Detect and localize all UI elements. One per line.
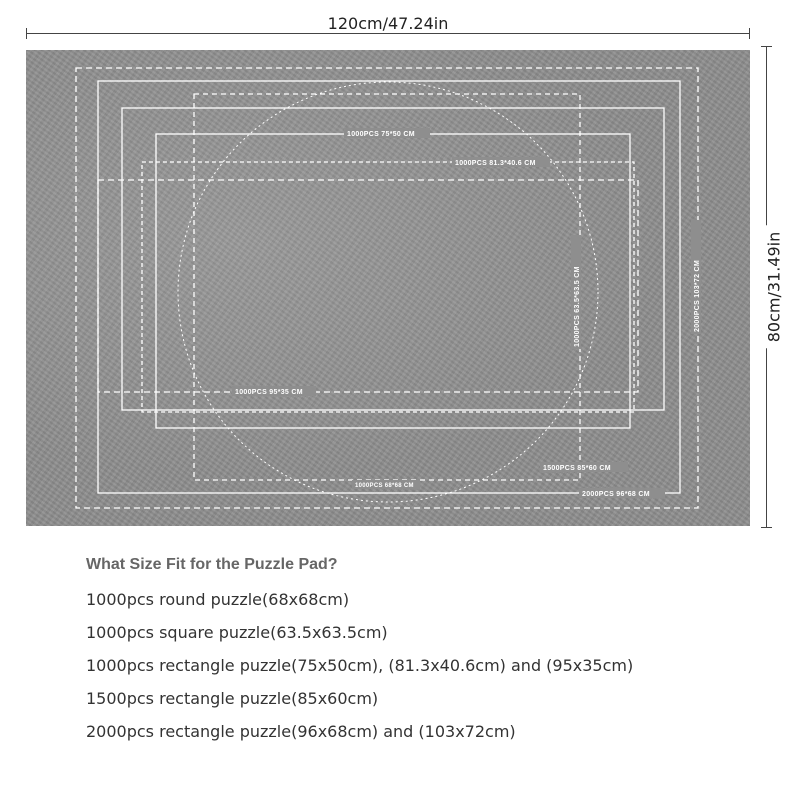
height-dimension-cap-bottom xyxy=(761,527,772,528)
label-1000-round: 1000PCS 68*68 CM xyxy=(355,483,414,489)
height-label: 80cm/31.49in xyxy=(765,226,784,349)
height-dimension xyxy=(752,46,792,528)
outline-2000-96x68 xyxy=(98,81,680,493)
size-info-section xyxy=(86,556,786,755)
label-2000-103x72: 2000PCS 103*72 CM xyxy=(694,259,701,332)
puzzle-mat xyxy=(26,50,750,526)
size-info-line-1500-rect: 1500pcs rectangle puzzle(85x60cm) xyxy=(86,689,379,708)
size-labels xyxy=(235,131,701,498)
width-label: 120cm/47.24in xyxy=(322,14,455,33)
outline-1000-95x35 xyxy=(98,180,638,392)
size-guide-lines xyxy=(26,50,750,526)
outline-1000-round xyxy=(178,82,598,502)
size-info-line-2000-rect: 2000pcs rectangle puzzle(96x68cm) and (103x72cm) xyxy=(86,722,516,741)
width-dimension-cap-left xyxy=(26,28,27,39)
size-info-heading: What Size Fit for the Puzzle Pad? xyxy=(86,556,338,573)
outline-1000-75x50 xyxy=(122,108,664,410)
outline-1500-85x60 xyxy=(194,94,580,480)
outline-1000-square xyxy=(142,162,634,412)
label-chips xyxy=(232,128,701,498)
height-dimension-cap-top xyxy=(761,46,772,47)
label-1000-81x40: 1000PCS 81.3*40.6 CM xyxy=(455,160,536,167)
label-1000-95x35: 1000PCS 95*35 CM xyxy=(235,389,303,396)
label-1000-75x50: 1000PCS 75*50 CM xyxy=(347,131,415,138)
label-1500-85x60: 1500PCS 85*60 CM xyxy=(543,465,611,472)
size-info-line-round: 1000pcs round puzzle(68x68cm) xyxy=(86,590,350,609)
label-2000-96x68: 2000PCS 96*68 CM xyxy=(582,491,650,498)
size-info-line-1000-rect: 1000pcs rectangle puzzle(75x50cm), (81.3x40.6cm) and (95x35cm) xyxy=(86,656,634,675)
width-dimension-line xyxy=(26,33,750,34)
size-info-line-square: 1000pcs square puzzle(63.5x63.5cm) xyxy=(86,623,388,642)
label-1000-square: 1000PCS 63.5*63.5 CM xyxy=(574,266,581,347)
width-dimension xyxy=(26,12,750,42)
outline-1000-81x40 xyxy=(156,134,630,428)
width-dimension-cap-right xyxy=(749,28,750,39)
